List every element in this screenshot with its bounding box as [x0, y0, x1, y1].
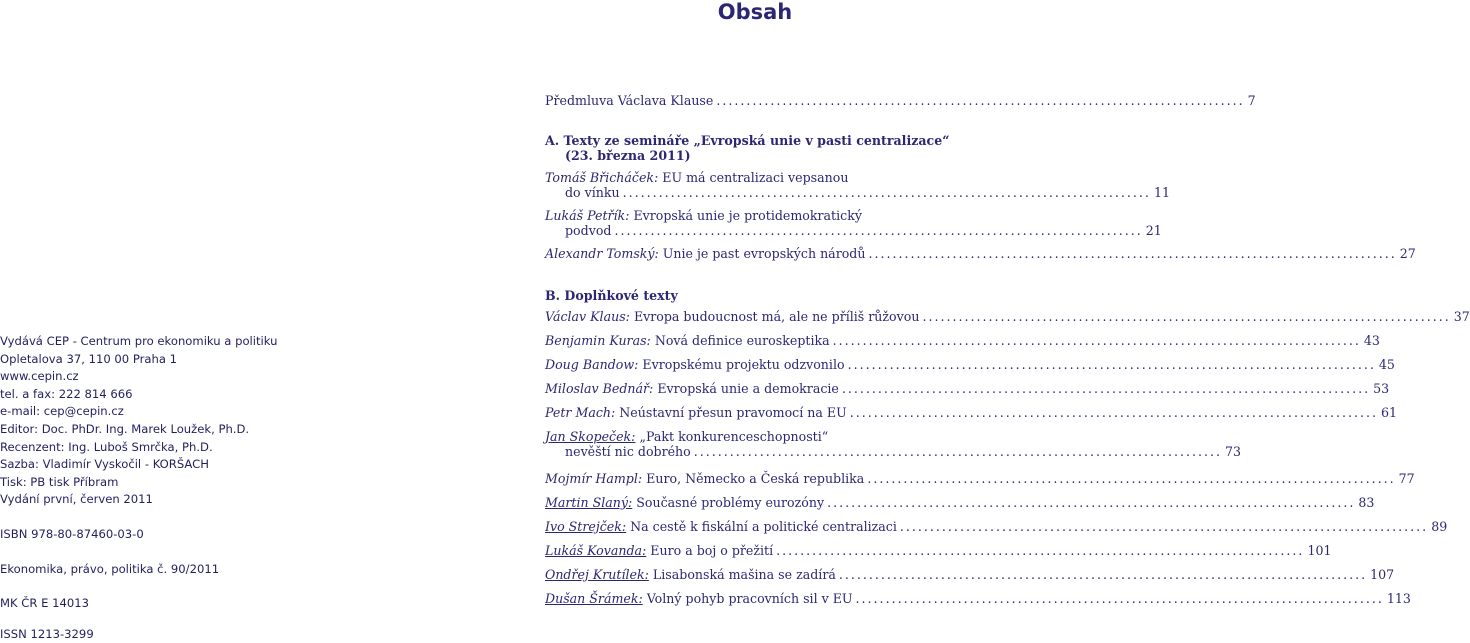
toc-entry-skopecek[interactable]: [545, 429, 1242, 471]
toc-page-number: 11: [1153, 185, 1170, 200]
toc-entry-author: Lukáš Petřík:: [545, 208, 630, 223]
imprint-address: Opletalova 37, 110 00 Praha 1: [0, 351, 178, 366]
toc-entry-author: Václav Klaus:: [545, 309, 630, 324]
toc-entry-author: Benjamin Kuras:: [545, 333, 651, 348]
imprint-series: Ekonomika, právo, politika č. 90/2011: [0, 561, 220, 576]
imprint-edition: Vydání první, červen 2011: [0, 492, 153, 507]
toc-entry-title: Neústavní přesun pravomocí na EU: [619, 405, 847, 420]
toc-page-number: 101: [1307, 543, 1332, 558]
toc-entry-author: Tomáš Břicháček:: [545, 170, 659, 185]
toc-entry-bednar[interactable]: [545, 381, 1390, 405]
toc-entry-author: Martin Slaný:: [545, 495, 633, 510]
imprint-phone: tel. a fax: 222 814 666: [0, 386, 133, 401]
toc-entry-klaus[interactable]: [545, 309, 1470, 333]
toc-entry-bricháček[interactable]: [545, 170, 1170, 200]
toc-entry-title: do vínku: [565, 185, 620, 200]
toc-entry-strejcek[interactable]: [545, 519, 1448, 543]
toc-entry-title: Evropa budoucnost má, ale ne příliš růžovou: [633, 309, 920, 324]
leader-dots: ........................................................................................: [922, 309, 1451, 324]
toc-page-number: 21: [1145, 223, 1162, 238]
toc-entry-tomsky[interactable]: [545, 246, 1416, 261]
imprint-reviewer: Recenzent: Ing. Luboš Smrčka, Ph.D.: [0, 439, 213, 454]
toc-entry-title: Volný pohyb pracovních sil v EU: [646, 591, 853, 606]
imprint-print: Tisk: PB tisk Příbram: [0, 474, 119, 489]
toc-entry-title: Evropská unie a demokracie: [657, 381, 839, 396]
toc-entry-author: Petr Mach:: [545, 405, 616, 420]
toc-entry-title: Evropská unie je protidemokratický: [633, 208, 862, 223]
toc-entry-author: Lukáš Kovanda:: [545, 543, 647, 558]
leader-dots: ........................................................................................: [867, 471, 1396, 486]
toc-entry-title: Předmluva Václava Klause: [545, 93, 714, 108]
toc-entry-bandow[interactable]: [545, 357, 1395, 381]
imprint-web[interactable]: www.cepin.cz: [0, 369, 79, 384]
imprint-mk: MK ČR E 14013: [0, 596, 90, 611]
toc-page-number: 45: [1378, 357, 1395, 372]
leader-dots: ........................................................................................: [827, 495, 1356, 510]
toc-entry-title: nevěští nic dobrého: [565, 444, 691, 459]
imprint-editor: Editor: Doc. PhDr. Ing. Marek Loužek, Ph.D.: [0, 421, 250, 436]
toc-entry-title: Evropskému projektu odzvonilo: [642, 357, 845, 372]
toc-entry-preface[interactable]: [545, 93, 1256, 108]
toc-page-number: 73: [1225, 444, 1242, 459]
leader-dots: ........................................................................................: [868, 246, 1397, 261]
toc-entry-title: Euro a boj o přežití: [650, 543, 774, 558]
section-b-heading: B. Doplňkové texty: [545, 288, 678, 303]
leader-dots: ........................................................................................: [849, 405, 1378, 420]
toc-entry-title: „Pakt konkurenceschopnosti“: [639, 429, 829, 444]
toc-entry-petrik[interactable]: [545, 208, 1162, 238]
toc-entry-title: Nová definice euroskeptika: [654, 333, 830, 348]
toc-entry-author: Ivo Strejček:: [545, 519, 627, 534]
leader-dots: ........................................................................................: [776, 543, 1305, 558]
toc-page-number: 37: [1453, 309, 1470, 324]
leader-dots: ........................................................................................: [855, 591, 1384, 606]
leader-dots: ........................................................................................: [838, 567, 1368, 582]
leader-dots: ........................................................................................: [899, 519, 1429, 534]
section-a-heading-date: (23. března 2011): [565, 148, 691, 163]
toc-page-number: 113: [1386, 591, 1411, 606]
toc-page-number: 43: [1363, 333, 1380, 348]
toc-entry-mach[interactable]: [545, 405, 1398, 429]
toc-page-number: 77: [1398, 471, 1415, 486]
toc-page-number: 107: [1370, 567, 1395, 582]
toc-entry-author: Jan Skopeček:: [545, 429, 636, 444]
page-title: Obsah: [717, 0, 793, 24]
imprint-issn: ISSN 1213-3299: [0, 626, 94, 641]
toc-entry-sramek[interactable]: [545, 591, 1411, 615]
leader-dots: ........................................................................................: [841, 381, 1371, 396]
toc-entry-title: podvod: [565, 223, 612, 238]
toc-entry-slany[interactable]: [545, 495, 1375, 519]
toc-entry-author: Miloslav Bednář:: [545, 381, 654, 396]
leader-dots: ........................................................................................: [847, 357, 1376, 372]
toc-entry-hampl[interactable]: [545, 471, 1415, 495]
toc-entry-title: Na cestě k fiskální a politické centralizaci: [630, 519, 897, 534]
toc-page-number: 53: [1373, 381, 1390, 396]
toc-entry-kuras[interactable]: [545, 333, 1380, 357]
toc-entry-title: Unie je past evropských národů: [662, 246, 866, 261]
toc-entry-author: Dušan Šrámek:: [545, 591, 643, 606]
leader-dots: ........................................................................................: [832, 333, 1361, 348]
toc-entry-krutilek[interactable]: [545, 567, 1395, 591]
toc-entry-title: Euro, Německo a Česká republika: [646, 471, 865, 486]
toc-page-number: 61: [1380, 405, 1398, 420]
imprint-isbn: ISBN 978-80-87460-03-0: [0, 526, 144, 541]
leader-dots: ........................................................................................: [622, 185, 1151, 200]
imprint-publisher: Vydává CEP - Centrum pro ekonomiku a politiku: [0, 334, 278, 348]
table-of-contents: [545, 93, 1470, 615]
toc-entry-author: Ondřej Krutílek:: [545, 567, 649, 582]
leader-dots: ........................................................................................: [693, 444, 1223, 459]
toc-entry-title: EU má centralizaci vepsanou: [662, 170, 849, 185]
toc-page-number: 27: [1399, 246, 1416, 261]
toc-page-number: 83: [1358, 495, 1375, 510]
toc-page-number: 7: [1247, 93, 1256, 108]
toc-entry-author: Doug Bandow:: [545, 357, 639, 372]
section-a-heading: A. Texty ze semináře „Evropská unie v pasti centralizace“: [545, 133, 950, 148]
toc-entry-kovanda[interactable]: [545, 543, 1332, 567]
toc-entry-title: Lisabonská mašina se zadírá: [652, 567, 836, 582]
imprint-block: [0, 333, 300, 643]
toc-page-number: 89: [1431, 519, 1448, 534]
toc-entry-author: Alexandr Tomský:: [545, 246, 659, 261]
imprint-typesetting: Sazba: Vladimír Vyskočil - KORŠACH: [0, 457, 209, 472]
leader-dots: ........................................................................................: [716, 93, 1245, 108]
leader-dots: ........................................................................................: [614, 223, 1143, 238]
toc-entry-title: Současné problémy eurozóny: [636, 495, 825, 510]
imprint-email[interactable]: e-mail: cep@cepin.cz: [0, 404, 124, 419]
toc-entry-author: Mojmír Hampl:: [545, 471, 643, 486]
